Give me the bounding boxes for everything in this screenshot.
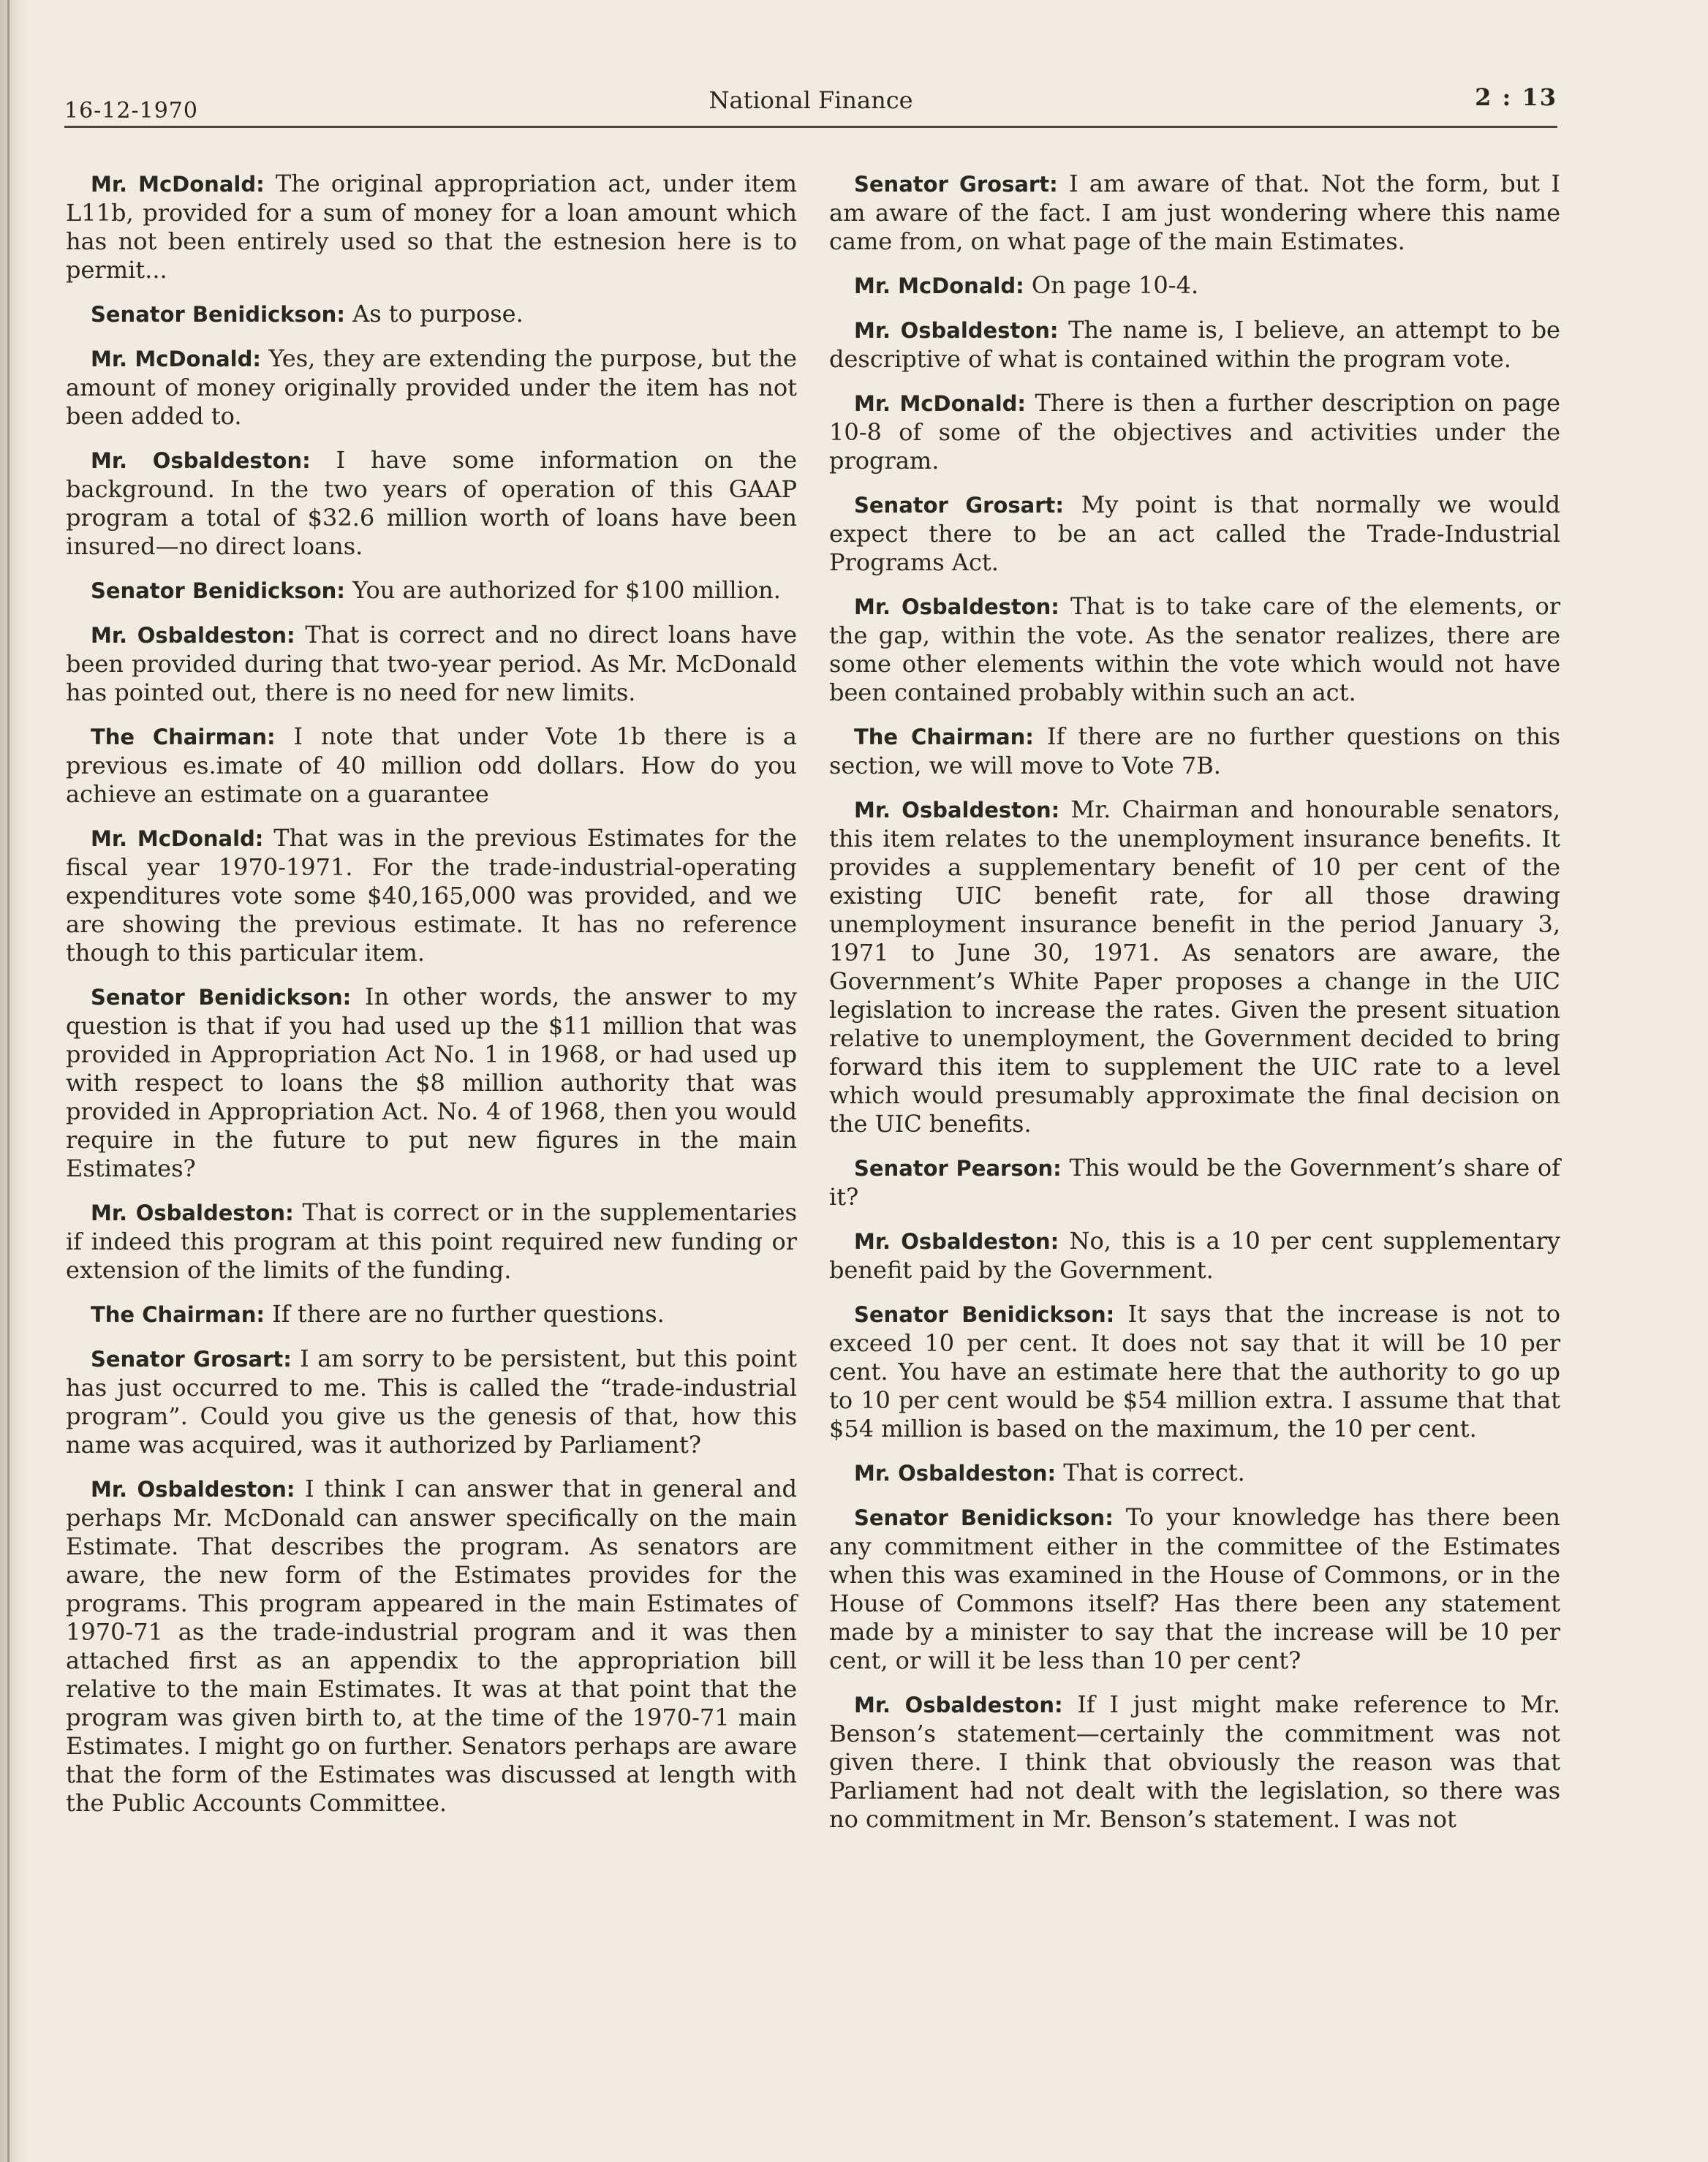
speech-text: The name is, I believe, an attempt to be descriptive of what is contained within the program vote. [829, 316, 1560, 373]
transcript-paragraph [829, 1690, 1560, 1834]
speech-text: You are authorized for $100 million. [344, 576, 781, 604]
speaker-name: Mr. McDonald: [91, 347, 261, 371]
speech-text: If there are no further questions on this section, we will move to Vote 7B. [829, 722, 1560, 779]
transcript-paragraph [829, 592, 1560, 707]
header-page-number: 2 : 13 [1475, 83, 1557, 111]
speech-text: That was in the previous Estimates for the fiscal year 1970-1971. For the trade-industrial-operating expenditures vote some $40,165,000 was provided, and we are showing the previous estimate. It has no reference though to this particular item. [66, 824, 797, 967]
transcript-paragraph [829, 1227, 1560, 1285]
transcript-paragraph [66, 170, 797, 284]
speaker-name: Mr. Osbaldeston: [91, 1201, 294, 1225]
speech-text: I think I can answer that in general and perhaps Mr. McDonald can answer specifically on the main Estimate. That describes the program. As senators are aware, the new form of the Estimates provides for the programs. This program appeared in the main Estimates of 1970-71 as the trade-industrial program and it was then attached first as an appendix to the appropriation bill relative to the main Estimates. It was at that point that the program was given birth to, at the time of the 1970-71 main Estimates. I might go on further. Senators perhaps are aware that the form of the Estimates was discussed at length with the Public Accounts Committee. [66, 1475, 797, 1817]
transcript-paragraph [829, 1503, 1560, 1675]
speech-text: Mr. Chairman and honourable senators, this item relates to the unemployment insurance benefits. It provides a supplementary benefit of 10 per cent of the existing UIC benefit rate, for all those drawing unemployment insurance benefit in the period January 3, 1971 to June 30, 1971. As senators are aware, the Government’s White Paper proposes a change in the UIC legislation to increase the rates. Given the present situation relative to unemployment, the Government decided to bring forward this item to supplement the UIC rate to a level which would presumably approximate the final decision on the UIC benefits. [829, 795, 1561, 1138]
speaker-name: Mr. Osbaldeston: [854, 1693, 1063, 1717]
speech-text: That is correct or in the supplementaries if indeed this program at this point required new funding or extension of the limits of the funding. [66, 1198, 797, 1284]
right-column [829, 170, 1560, 1849]
speech-text: That is to take care of the elements, or the gap, within the vote. As the senator realizes, there are some other elements within the vote which would not have been contained probably within such an act. [829, 592, 1561, 706]
speech-text: If I just might make reference to Mr. Benson’s statement—certainly the commitment was not given there. I think that obviously the reason was that Parliament had not dealt with the legislation, so there was no commitment in Mr. Benson’s statement. I was not [829, 1690, 1560, 1833]
transcript-paragraph [66, 1198, 797, 1285]
speech-text: It says that the increase is not to exceed 10 per cent. It does not say that it will be 10 per cent. You have an estimate here that the authority to go up to 10 per cent would be $54 million extra. I assume that that $54 million is based on the maximum, the 10 per cent. [829, 1300, 1560, 1443]
transcript-paragraph [829, 1154, 1560, 1212]
speaker-name: The Chairman: [854, 725, 1034, 749]
speech-text: To your knowledge has there been any commitment either in the committee of the Estimates when this was examined in the House of Commons, or in the House of Commons itself? Has there been any statement made by a minister to say that the increase will be 10 per cent, or will it be less than 10 per cent? [829, 1503, 1561, 1674]
speaker-name: Mr. Osbaldeston: [854, 594, 1059, 619]
speaker-name: The Chairman: [91, 1302, 265, 1327]
transcript-paragraph [66, 576, 797, 605]
speech-text: In other words, the answer to my question is that if you had used up the $11 million that was provided in Appropriation Act No. 1 in 1968, or had used up with respect to loans the $8 million authority that was provided in Appropriation Act. No. 4 of 1968, then you would require in the future to put new figures in the main Estimates? [66, 983, 798, 1182]
speech-text: I have some information on the background. In the two years of operation of this GAAP program a total of $32.6 million worth of loans have been insured—no direct loans. [66, 446, 798, 560]
transcript-paragraph [829, 722, 1560, 780]
speaker-name: Senator Benidickson: [854, 1505, 1114, 1530]
speech-text: Yes, they are extending the purpose, but the amount of money originally provided under the item has not been added to. [66, 344, 797, 430]
speaker-name: Mr. Osbaldeston: [854, 318, 1059, 343]
transcript-paragraph [829, 316, 1560, 374]
speech-text: That is correct and no direct loans have been provided during that two-year period. As Mr. McDonald has pointed out, there is no need for new limits. [66, 621, 798, 706]
speaker-name: Mr. Osbaldeston: [91, 623, 295, 648]
speaker-name: Senator Benidickson: [91, 578, 345, 603]
speech-text: This would be the Government’s share of it? [829, 1154, 1560, 1211]
speech-text: As to purpose. [344, 300, 524, 328]
speaker-name: Senator Grosart: [854, 172, 1058, 197]
speaker-name: Mr. McDonald: [91, 826, 264, 851]
speech-text: I am sorry to be persistent, but this point has just occurred to me. This is called the “trade-industrial program”. Could you give us the genesis of that, how this name was acquired, was it authorized by Parliament? [66, 1345, 798, 1459]
transcript-paragraph [66, 722, 797, 809]
speaker-name: Mr. Osbaldeston: [91, 448, 311, 473]
speech-text: No, this is a 10 per cent supplementary benefit paid by the Government. [829, 1227, 1560, 1284]
speaker-name: Senator Benidickson: [854, 1302, 1115, 1327]
speech-text: My point is that normally we would expect there to be an act called the Trade-Industrial Programs Act. [829, 491, 1560, 576]
header-rule [64, 126, 1557, 128]
speech-text: I note that under Vote 1b there is a previous es.imate of 40 million odd dollars. How do you achieve an estimate on a guarantee [66, 722, 798, 808]
speech-text: I am aware of that. Not the form, but I am aware of the fact. I am just wondering where this name came from, on what page of the main Estimates. [829, 170, 1561, 255]
left-column [66, 170, 797, 1833]
transcript-paragraph [66, 300, 797, 329]
header-title: National Finance [708, 86, 913, 114]
transcript-paragraph [66, 344, 797, 431]
page-binding-shadow [0, 0, 28, 2162]
speaker-name: Mr. McDonald: [91, 172, 265, 197]
speaker-name: Senator Pearson: [854, 1156, 1062, 1181]
transcript-paragraph [829, 271, 1560, 301]
transcript-paragraph [829, 389, 1560, 475]
speech-text: That is correct. [1056, 1459, 1245, 1486]
transcript-paragraph [829, 1459, 1560, 1488]
speaker-name: Mr. McDonald: [854, 391, 1027, 416]
header-date: 16-12-1970 [64, 98, 198, 124]
transcript-paragraph [66, 1475, 797, 1818]
transcript-paragraph [829, 795, 1560, 1138]
speech-text: On page 10-4. [1024, 271, 1199, 299]
transcript-paragraph [829, 491, 1560, 577]
speaker-name: Senator Grosart: [91, 1347, 292, 1372]
speaker-name: Mr. Osbaldeston: [91, 1477, 295, 1502]
transcript-paragraph [66, 983, 797, 1183]
speaker-name: Senator Grosart: [854, 493, 1064, 518]
transcript-paragraph [66, 1300, 797, 1329]
speaker-name: The Chairman: [91, 725, 276, 749]
speech-text: If there are no further questions. [264, 1300, 665, 1328]
transcript-paragraph [66, 824, 797, 967]
speaker-name: Senator Benidickson: [91, 985, 352, 1010]
speech-text: There is then a further description on page 10-8 of some of the objectives and activities under the program. [829, 389, 1560, 475]
speaker-name: Senator Benidickson: [91, 302, 345, 327]
transcript-paragraph [829, 170, 1560, 256]
transcript-paragraph [66, 621, 797, 707]
speaker-name: Mr. McDonald: [854, 273, 1024, 298]
transcript-paragraph [829, 1300, 1560, 1443]
speaker-name: Mr. Osbaldeston: [854, 1229, 1059, 1254]
transcript-paragraph [66, 446, 797, 561]
transcript-paragraph [66, 1345, 797, 1459]
binding-edge [7, 0, 10, 2162]
page-header [64, 79, 1557, 130]
speaker-name: Mr. Osbaldeston: [854, 1461, 1057, 1486]
speaker-name: Mr. Osbaldeston: [854, 798, 1060, 823]
speech-text: The original appropriation act, under item L11b, provided for a sum of money for a loan amount which has not been entirely used so that the estnesion here is to permit... [66, 170, 797, 284]
